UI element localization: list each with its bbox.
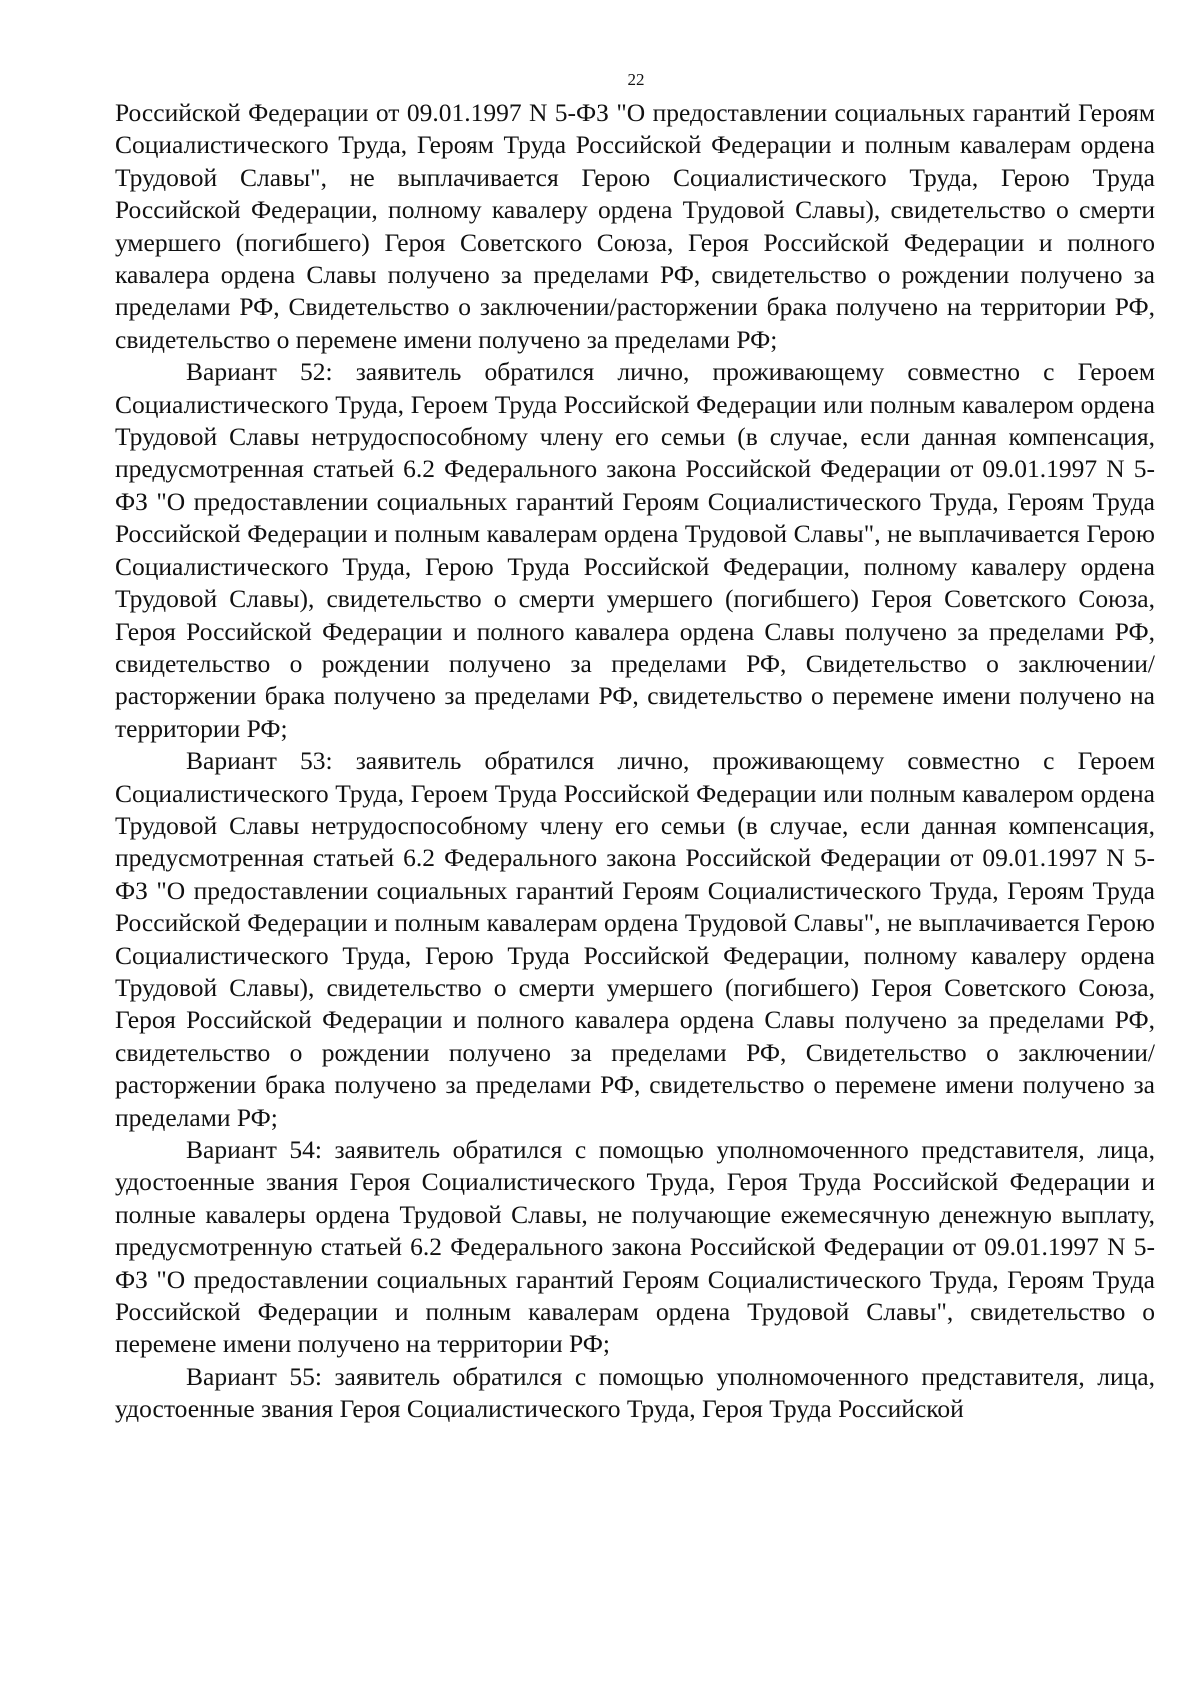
document-body <box>115 97 1155 1426</box>
paragraph-continuation: Российской Федерации от 09.01.1997 N 5-ФЗ "О предоставлении социальных гарантий Героям Социалистического Труда, Героям Труда Российской Федерации и полным кавалерам ордена Трудовой Славы", не выплачивается Герою Социалистического Труда, Герою Труда Российской Федерации, полному кавалеру ордена Трудовой Славы), свидетельство о смерти умершего (погибшего) Героя Советского Союза, Героя Российской Федерации и полного кавалера ордена Славы получено за пределами РФ, свидетельство о рождении получено за пределами РФ, Свидетельство о заключении/расторжении брака получено на территории РФ, свидетельство о перемене имени получено за пределами РФ; <box>115 98 1155 354</box>
paragraph-variant-53: Вариант 53: заявитель обратился лично, проживающему совместно с Героем Социалистического Труда, Героем Труда Российской Федерации или полным кавалером ордена Трудовой Славы нетрудоспособному члену его семьи (в случае, если данная компенсация, предусмотренная статьей 6.2 Федерального закона Российской Федерации от 09.01.1997 N 5-ФЗ "О предоставлении социальных гарантий Героям Социалистического Труда, Героям Труда Российской Федерации и полным кавалерам ордена Трудовой Славы", не выплачивается Герою Социалистического Труда, Герою Труда Российской Федерации, полному кавалеру ордена Трудовой Славы), свидетельство о смерти умершего (погибшего) Героя Советского Союза, Героя Российской Федерации и полного кавалера ордена Славы получено за пределами РФ, свидетельство о рождении получено за пределами РФ, Свидетельство о заключении/расторжении брака получено за пределами РФ, свидетельство о перемене имени получено за пределами РФ; <box>115 746 1155 1132</box>
paragraph-variant-54: Вариант 54: заявитель обратился с помощью уполномоченного представителя, лица, удостоенные звания Героя Социалистического Труда, Героя Труда Российской Федерации и полные кавалеры ордена Трудовой Славы, не получающие ежемесячную денежную выплату, предусмотренную статьей 6.2 Федерального закона Российской Федерации от 09.01.1997 N 5-ФЗ "О предоставлении социальных гарантий Героям Социалистического Труда, Героям Труда Российской Федерации и полным кавалерам ордена Трудовой Славы", свидетельство о перемене имени получено на территории РФ; <box>115 1135 1155 1359</box>
paragraph-variant-52: Вариант 52: заявитель обратился лично, проживающему совместно с Героем Социалистического Труда, Героем Труда Российской Федерации или полным кавалером ордена Трудовой Славы нетрудоспособному члену его семьи (в случае, если данная компенсация, предусмотренная статьей 6.2 Федерального закона Российской Федерации от 09.01.1997 N 5-ФЗ "О предоставлении социальных гарантий Героям Социалистического Труда, Героям Труда Российской Федерации и полным кавалерам ордена Трудовой Славы", не выплачивается Герою Социалистического Труда, Герою Труда Российской Федерации, полному кавалеру ордена Трудовой Славы), свидетельство о смерти умершего (погибшего) Героя Советского Союза, Героя Российской Федерации и полного кавалера ордена Славы получено за пределами РФ, свидетельство о рождении получено за пределами РФ, Свидетельство о заключении/расторжении брака получено за пределами РФ, свидетельство о перемене имени получено на территории РФ; <box>115 357 1155 743</box>
paragraph-variant-55: Вариант 55: заявитель обратился с помощью уполномоченного представителя, лица, удостоенные звания Героя Социалистического Труда, Героя Труда Российской <box>115 1361 1155 1424</box>
page-number: 22 <box>627 70 645 89</box>
